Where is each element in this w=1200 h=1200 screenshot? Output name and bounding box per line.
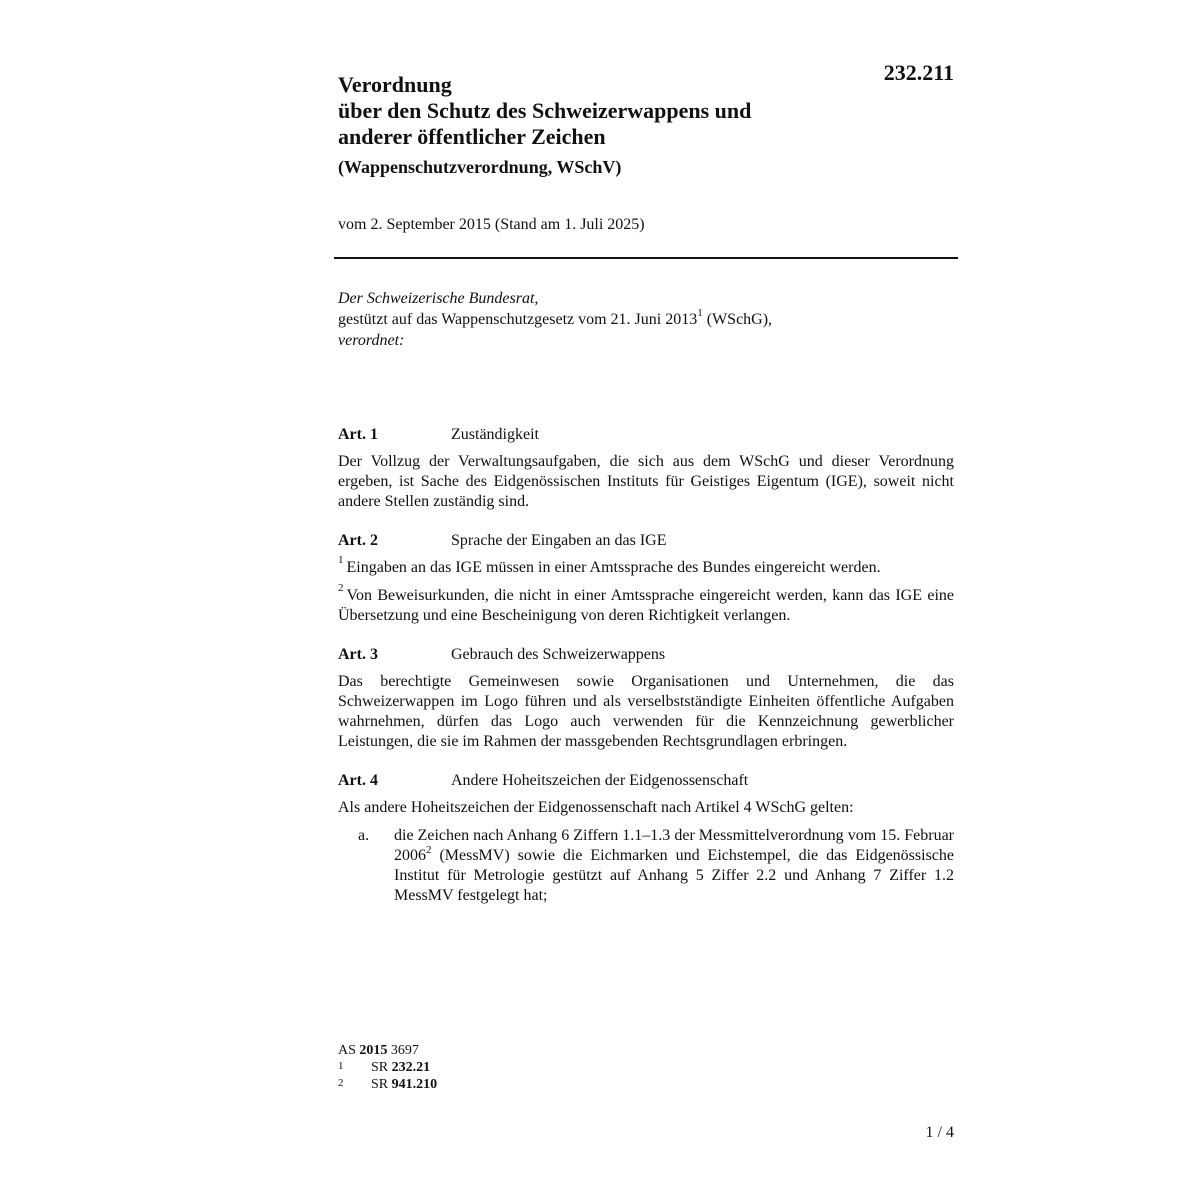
footnote-ref-number[interactable]: 232.21	[391, 1060, 431, 1075]
list-item-text-start: die Zeichen nach Anhang 6 Ziffern 1.1–1.3 der Messmittelverordnung vom 15. Februar 2006	[394, 827, 954, 864]
article-title: Gebrauch des Schweizerwappens	[451, 646, 666, 663]
as-year: 2015	[359, 1043, 388, 1058]
preamble-authority: Der Schweizerische Bundesrat,	[338, 290, 539, 307]
article-paragraph: Der Vollzug der Verwaltungsaufgaben, die sich aus dem WSchG und dieser Verordnung ergeben, ist Sache des Eidgenössischen Instituts für Geistiges Eigentum (IGE), soweit nicht andere Stellen zuständig sind.	[338, 453, 954, 510]
article-label: Art. 1	[338, 426, 378, 443]
document-title	[338, 72, 858, 178]
as-page: 3697	[390, 1043, 419, 1058]
footnote-number: 2	[338, 1077, 344, 1089]
preamble-basis	[338, 309, 954, 330]
article-title: Sprache der Eingaben an das IGE	[451, 532, 667, 549]
title-line: anderer öffentlicher Zeichen	[338, 124, 606, 149]
preamble-basis-text-end: (WSchG),	[702, 311, 773, 328]
footnote	[338, 1059, 437, 1076]
footnote-text	[371, 1076, 437, 1093]
article-title: Zuständigkeit	[451, 426, 539, 443]
as-prefix: AS	[338, 1043, 356, 1058]
date-line: vom 2. September 2015 (Stand am 1. Juli 2025)	[338, 216, 645, 233]
title-line: über den Schutz des Schweizerwappens und	[338, 98, 752, 123]
article-label: Art. 2	[338, 532, 378, 549]
sr-number: 232.211	[883, 60, 954, 85]
article-heading	[338, 424, 954, 446]
title-line: Verordnung	[338, 72, 452, 97]
preamble-basis-text: gestützt auf das Wappenschutzgesetz vom 21. Juni 2013	[338, 311, 698, 328]
footnote-ref[interactable]: 1	[697, 307, 703, 319]
article-paragraph	[338, 554, 954, 578]
footnote-ref[interactable]: 2	[426, 844, 432, 856]
articles	[338, 424, 954, 924]
article-heading	[338, 530, 954, 552]
preamble-enacts: verordnet:	[338, 332, 405, 349]
header-divider	[334, 257, 958, 259]
preamble	[338, 288, 954, 351]
list-item-text-end: (MessMV) sowie die Eichmarken und Eichstempel, die das Eidgenössische Institut für Metrologie gestützt auf Anhang 5 Ziffer 2.2 und Anhang 7 Ziffer 1.2 MessMV festgelegt hat;	[394, 847, 954, 904]
paragraph-text: Von Beweisurkunden, die nicht in einer Amtssprache eingereicht werden, kann das IGE eine Übersetzung und eine Bescheinigung von deren Richtigkeit verlangen.	[338, 587, 954, 624]
footnote-prefix: SR	[371, 1060, 389, 1075]
article-label: Art. 4	[338, 772, 378, 789]
short-title: (Wappenschutzverordnung, WSchV)	[338, 157, 622, 177]
official-collection-ref	[338, 1042, 437, 1059]
footnote	[338, 1076, 437, 1093]
list-item-text	[394, 826, 954, 906]
footnote-ref-number[interactable]: 941.210	[391, 1077, 438, 1092]
paragraph-number: 1	[338, 554, 344, 566]
article-paragraph: Das berechtigte Gemeinwesen sowie Organisationen und Unternehmen, die das Schweizerwappen im Logo führen und als verselbstständigte Einheiten öffentliche Aufgaben wahrnehmen, dürfen das Logo auch verwenden für die Kennzeichnung gewerblicher Leistungen, die sie im Rahmen der massgebenden Rechtsgrundlagen erbringen.	[338, 673, 954, 750]
article-title: Andere Hoheitszeichen der Eidgenossenschaft	[451, 772, 749, 789]
article-label: Art. 3	[338, 646, 378, 663]
article-3	[338, 644, 954, 752]
footnote-number: 1	[338, 1060, 344, 1072]
article-intro: Als andere Hoheitszeichen der Eidgenossenschaft nach Artikel 4 WSchG gelten:	[338, 799, 854, 816]
article-4	[338, 770, 954, 906]
article-heading	[338, 770, 954, 792]
paragraph-number: 2	[338, 582, 344, 594]
list-item-label: a.	[358, 827, 370, 844]
footnote-prefix: SR	[371, 1077, 389, 1092]
footnotes	[338, 1042, 437, 1093]
article-2	[338, 530, 954, 626]
article-paragraph	[338, 582, 954, 626]
list-item	[358, 826, 954, 906]
page-number: 1 / 4	[925, 1124, 954, 1141]
article-1	[338, 424, 954, 512]
paragraph-text: Eingaben an das IGE müssen in einer Amtssprache des Bundes eingereicht werden.	[346, 559, 881, 576]
footnote-text	[371, 1059, 430, 1076]
article-heading	[338, 644, 954, 666]
